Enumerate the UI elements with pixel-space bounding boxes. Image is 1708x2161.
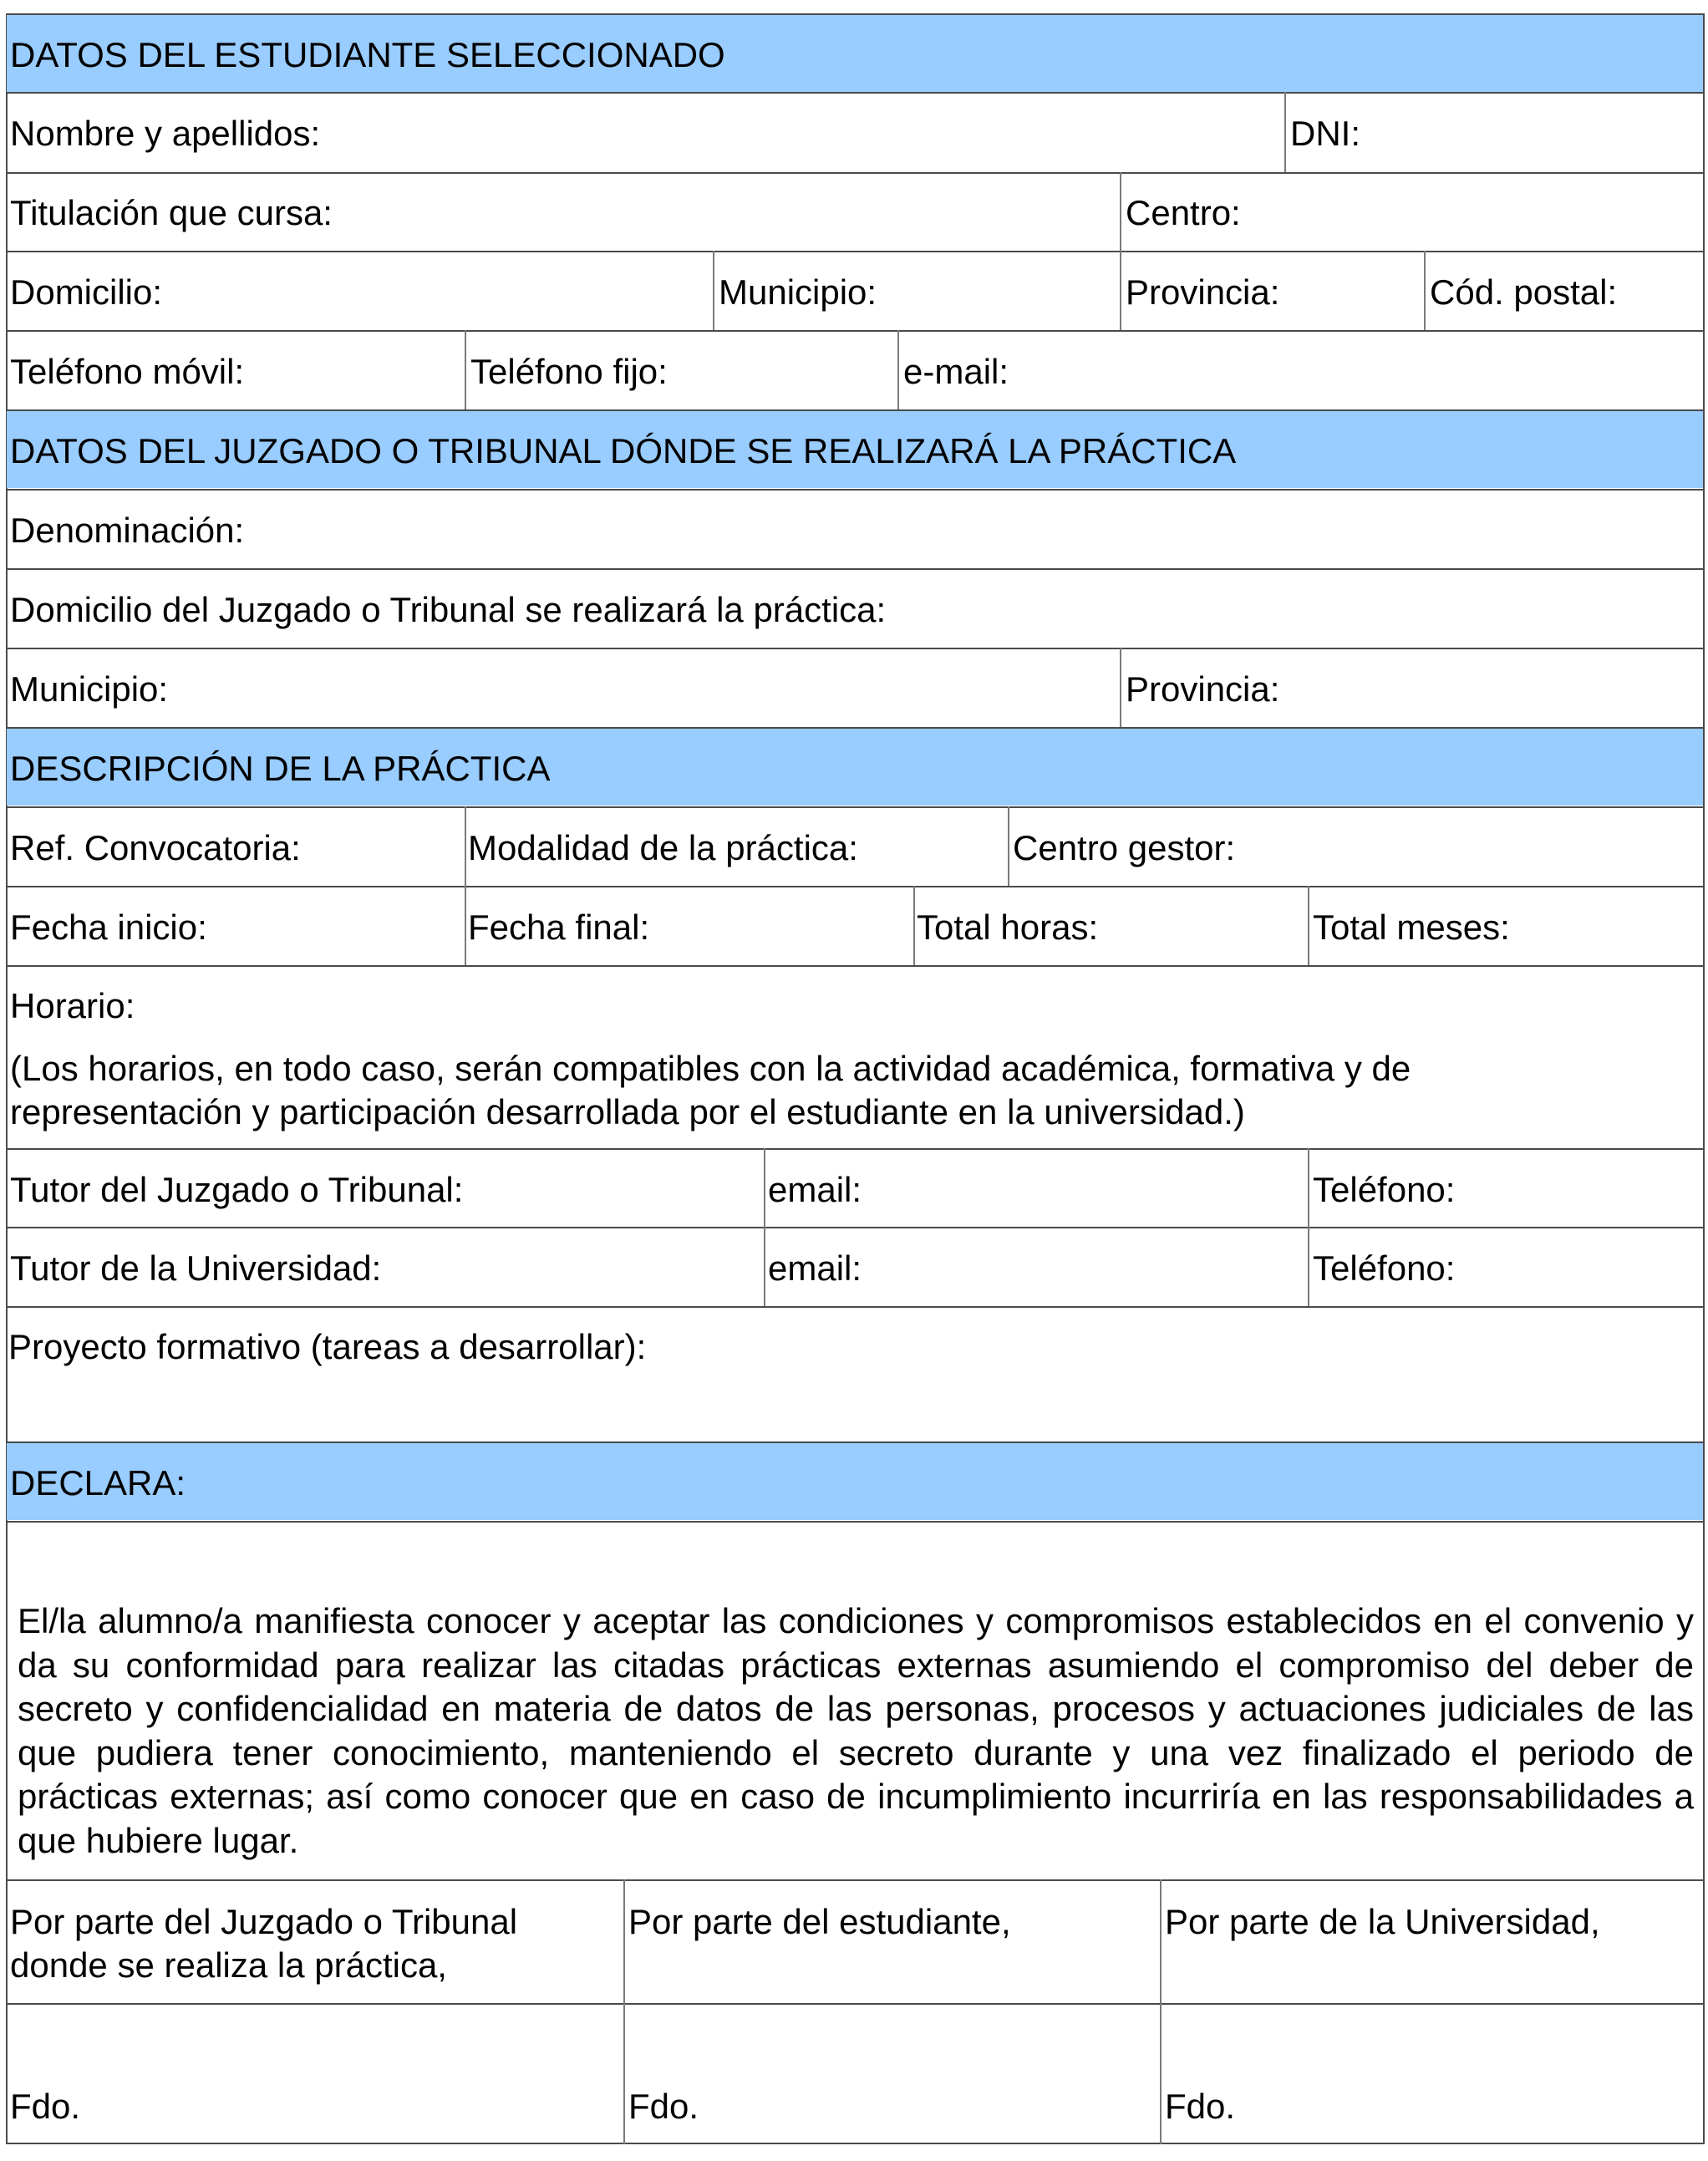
row-divider — [6, 648, 1705, 649]
court-section-header: DATOS DEL JUZGADO O TRIBUNAL DÓNDE SE REALIZARÁ LA PRÁCTICA — [10, 431, 1237, 470]
signature-student-label: Por parte del estudiante, — [628, 1902, 1011, 1941]
cell-divider — [465, 806, 466, 886]
cell-divider — [897, 330, 899, 409]
schedule-field[interactable]: Horario: — [10, 986, 135, 1025]
practice-section-header: DESCRIPCIÓN DE LA PRÁCTICA — [10, 749, 551, 788]
signature-court-label-line-1: Por parte del Juzgado o Tribunal — [10, 1902, 518, 1941]
court-tutor-field[interactable]: Tutor del Juzgado o Tribunal: — [10, 1170, 464, 1209]
row-divider — [6, 2003, 1705, 2005]
uni-tutor-phone-field[interactable]: Teléfono: — [1313, 1248, 1456, 1288]
total-hours-field[interactable]: Total horas: — [917, 908, 1099, 947]
court-province-field[interactable]: Provincia: — [1126, 669, 1280, 709]
training-project-field[interactable]: Proyecto formativo (tareas a desarrollar): — [8, 1327, 647, 1366]
modality-field[interactable]: Modalidad de la práctica: — [468, 828, 858, 867]
student-landline-field[interactable]: Teléfono fijo: — [470, 352, 668, 391]
student-email-field[interactable]: e-mail: — [903, 352, 1009, 391]
row-divider — [6, 409, 1705, 411]
cell-divider — [465, 330, 466, 409]
cell-divider — [913, 886, 915, 965]
row-divider — [6, 489, 1705, 491]
ref-convocatoria-field[interactable]: Ref. Convocatoria: — [10, 828, 301, 867]
row-divider — [6, 727, 1705, 729]
row-divider — [6, 965, 1705, 967]
court-tutor-phone-field[interactable]: Teléfono: — [1313, 1170, 1456, 1209]
start-date-field[interactable]: Fecha inicio: — [10, 908, 207, 947]
signature-court-label-line-2: donde se realiza la práctica, — [10, 1945, 447, 1985]
declaration-text: El/la alumno/a manifiesta conocer y aceptar las condiciones y compromisos establecidos en el convenio y da su conformidad para realizar las citadas prácticas externas asumiendo el compromiso del deber de secreto y confidencialidad en materia de datos de las personas, procesos y actuaciones judiciales de las que pudiera tener conocimiento, manteniendo el secreto durante y una vez finalizado el periodo de prácticas externas; así como conocer que en caso de incumplimiento incurriría en las responsabilidades a que hubiere lugar. — [18, 1601, 1694, 1860]
cell-divider — [623, 1879, 625, 2144]
signature-student-fdo[interactable]: Fdo. — [628, 2087, 699, 2126]
row-divider — [6, 1442, 1705, 1443]
court-tutor-email-field[interactable]: email: — [768, 1170, 862, 1209]
row-divider — [6, 1148, 1705, 1150]
cell-divider — [1120, 251, 1121, 330]
cell-divider — [764, 1148, 765, 1306]
student-postal-code-field[interactable]: Cód. postal: — [1430, 272, 1618, 312]
student-province-field[interactable]: Provincia: — [1126, 272, 1280, 312]
uni-tutor-field[interactable]: Tutor de la Universidad: — [10, 1248, 382, 1288]
end-date-field[interactable]: Fecha final: — [468, 908, 650, 947]
signature-university-label: Por parte de la Universidad, — [1165, 1902, 1600, 1941]
cell-divider — [465, 886, 466, 965]
court-address-field[interactable]: Domicilio del Juzgado o Tribunal se realizará la práctica: — [10, 590, 887, 629]
cell-divider — [1120, 648, 1121, 727]
student-degree-field[interactable]: Titulación que cursa: — [10, 193, 333, 232]
signature-court-fdo[interactable]: Fdo. — [10, 2087, 81, 2126]
uni-tutor-email-field[interactable]: email: — [768, 1248, 862, 1288]
cell-divider — [1008, 806, 1009, 886]
student-address-field[interactable]: Domicilio: — [10, 272, 163, 312]
cell-divider — [1308, 1148, 1309, 1306]
row-divider — [6, 172, 1705, 174]
schedule-note-line-1: (Los horarios, en todo caso, serán compatibles con la actividad académica, formativa y de — [10, 1049, 1411, 1088]
row-divider — [6, 886, 1705, 887]
row-divider — [6, 1879, 1705, 1881]
student-dni-field[interactable]: DNI: — [1290, 114, 1360, 153]
row-divider — [6, 568, 1705, 570]
court-municipality-field[interactable]: Municipio: — [10, 669, 169, 709]
row-divider — [6, 251, 1705, 252]
cell-divider — [1284, 92, 1286, 172]
row-divider — [6, 806, 1705, 808]
cell-divider — [1308, 886, 1309, 965]
cell-divider — [1120, 172, 1121, 251]
row-divider — [6, 1521, 1705, 1523]
row-divider — [6, 92, 1705, 94]
court-name-field[interactable]: Denominación: — [10, 511, 245, 550]
student-mobile-field[interactable]: Teléfono móvil: — [10, 352, 245, 391]
declaration-header-bar — [7, 1443, 1703, 1520]
signature-university-fdo[interactable]: Fdo. — [1165, 2087, 1236, 2126]
cell-divider — [713, 251, 714, 330]
managing-center-field[interactable]: Centro gestor: — [1013, 828, 1236, 867]
row-divider — [6, 330, 1705, 332]
cell-divider — [1160, 1879, 1162, 2144]
student-section-header: DATOS DEL ESTUDIANTE SELECCIONADO — [10, 35, 725, 74]
student-center-field[interactable]: Centro: — [1126, 193, 1241, 232]
row-divider — [6, 1306, 1705, 1308]
declaration-section-header: DECLARA: — [10, 1463, 186, 1503]
row-divider — [6, 1227, 1705, 1228]
schedule-note-line-2: representación y participación desarrollada por el estudiante en la universidad.) — [10, 1092, 1245, 1131]
student-name-field[interactable]: Nombre y apellidos: — [10, 114, 321, 153]
cell-divider — [1424, 251, 1426, 330]
student-municipality-field[interactable]: Municipio: — [719, 272, 877, 312]
total-months-field[interactable]: Total meses: — [1313, 908, 1510, 947]
